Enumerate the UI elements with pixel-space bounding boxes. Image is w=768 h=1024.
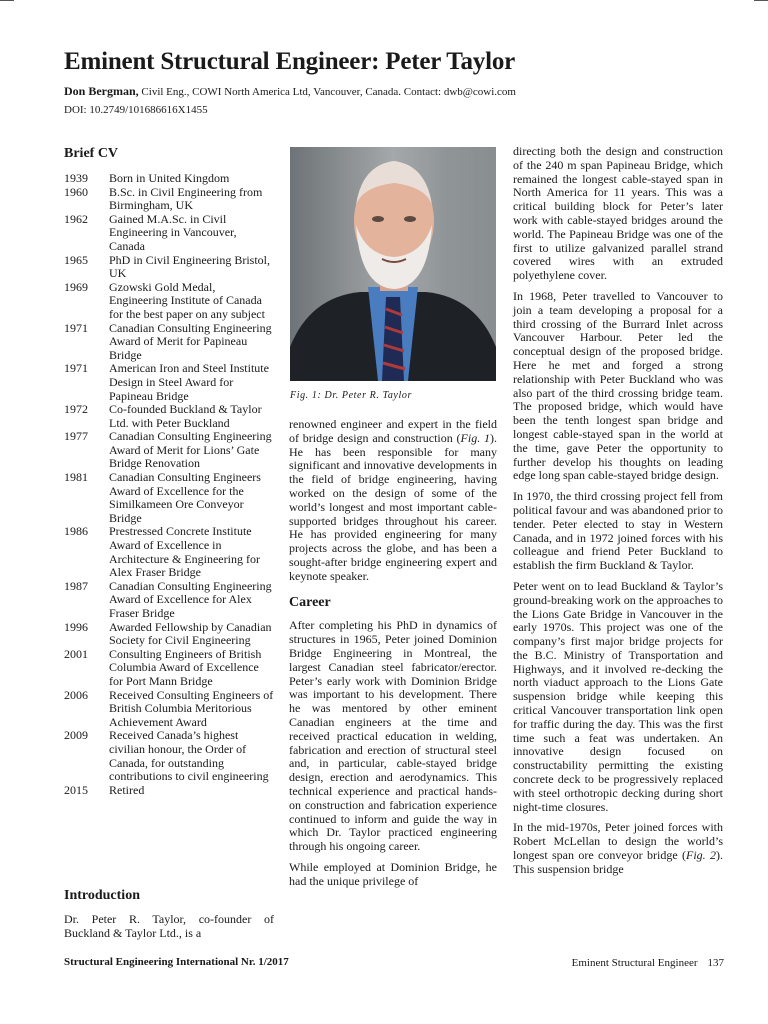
- cv-text: Consulting Engineers of British Columbia Award of Excellence for Port Mann Bridge: [109, 646, 262, 688]
- cv-entry: [64, 471, 274, 525]
- cv-text: Canadian Consulting Engineers Award of Excellence for the Similkameen Ore Conveyor Bridge: [109, 470, 261, 525]
- cv-text: Canadian Consulting Engineering Award of Excellence for Alex Fraser Bridge: [109, 578, 272, 620]
- cv-entry: [64, 403, 274, 430]
- cv-text: Retired: [109, 782, 145, 797]
- right-paragraph-5: [513, 821, 723, 876]
- cv-entry: [64, 186, 274, 213]
- portrait-illustration: [290, 147, 496, 381]
- cv-year: 2009: [64, 728, 88, 743]
- cv-text: B.Sc. in Civil Engineering from Birmingham, UK: [109, 184, 263, 213]
- cv-year: 1969: [64, 279, 88, 294]
- cv-year: 1965: [64, 252, 88, 267]
- cv-entry: [64, 213, 274, 254]
- cv-year: 1971: [64, 320, 88, 335]
- cv-text: Born in United Kingdom: [109, 171, 230, 185]
- cv-text: Canadian Consulting Engineering Award of Merit for Papineau Bridge: [109, 320, 272, 362]
- cv-text: PhD in Civil Engineering Bristol, UK: [109, 252, 270, 281]
- cv-entry: [64, 580, 274, 621]
- cv-text: Co-founded Buckland & Taylor Ltd. with Peter Buckland: [109, 402, 262, 430]
- cv-year: 1960: [64, 184, 88, 199]
- cv-entry: [64, 254, 274, 281]
- cv-entry: [64, 729, 274, 783]
- cv-year: 1971: [64, 361, 88, 376]
- cv-text: Prestressed Concrete Institute Award of Excellence in Architecture & Engineering for Alex Fraser Bridge: [109, 524, 260, 580]
- right-column: [513, 145, 723, 884]
- doi: DOI: 10.2749/101686616X1455: [64, 104, 208, 116]
- middle-p1-text-b: ). He has been responsible for many significant and innovative developments in the field of bridge engineering, having worked on the design of some of the world’s longest and most important cable-supported bridges throughout his career. He has provided engineering for many projects across the globe, and has been a sought-after bridge engineering expert and keynote speaker.: [289, 430, 497, 583]
- cv-text: Canadian Consulting Engineering Award of Merit for Lions’ Gate Bridge Renovation: [109, 429, 272, 471]
- brief-cv-heading: Brief CV: [64, 146, 119, 161]
- introduction-text: Dr. Peter R. Taylor, co-founder of Buckland & Taylor Ltd., is a: [64, 911, 274, 940]
- cv-entry: [64, 648, 274, 689]
- middle-column: [289, 418, 497, 896]
- cv-entry: [64, 784, 274, 798]
- crop-mark-right: [754, 0, 768, 1]
- cv-text: Received Consulting Engineers of British Columbia Meritorious Achievement Award: [109, 687, 274, 729]
- cv-entry: [64, 621, 274, 648]
- cv-text: Received Canada’s highest civilian honour, the Order of Canada, for outstanding contributions to civil engineering: [109, 728, 269, 784]
- cv-list: [64, 172, 274, 797]
- cv-text: Gzowski Gold Medal, Engineering Institute of Canada for the best paper on any subject: [109, 279, 265, 321]
- brief-cv: [64, 146, 274, 797]
- cv-year: 2006: [64, 687, 88, 702]
- cv-year: 1981: [64, 470, 88, 485]
- cv-year: 1972: [64, 402, 88, 417]
- cv-year: 1939: [64, 171, 88, 185]
- footer-section-title: Eminent Structural Engineer: [571, 957, 698, 969]
- cv-year: 1987: [64, 578, 88, 593]
- middle-paragraph-2: After completing his PhD in dynamics of structures in 1965, Peter joined Dominion Bridge Engineering in Montreal, the largest Canadian steel fabricator/erector. Peter’s early work with Dominion Bridge was important to his development. There he was mentored by other eminent Canadian engineers at the time and received practical education in welding, fabrication and erection of structural steel and, in particular, cable-stayed bridge design, erection and aerodynamics. This technical experience and practical hands-on construction and fabrication experience continued to inform and guide the way in which Dr. Taylor practiced engineering through his ongoing career.: [289, 618, 497, 854]
- cv-text: Gained M.A.Sc. in Civil Engineering in Vancouver, Canada: [109, 211, 237, 253]
- figure-2-reference: Fig. 2: [685, 848, 716, 863]
- author-affiliation: Civil Eng., COWI North America Ltd, Vancouver, Canada. Contact: dwb@cowi.com: [138, 86, 516, 98]
- author-line: [64, 84, 516, 99]
- right-paragraph-2: In 1968, Peter travelled to Vancouver to join a team developing a proposal for a third crossing of the Burrard Inlet across Vancouver Harbour. Peter led the conceptual design of the proposed bridge. Here he met and forged a strong relationship with Peter Buckland who was also part of the third crossing bridge team. The proposed bridge, which would have been the tenth longest span bridge and longest cable-stayed span in the world at the time, gave Peter the opportunity to further develop his thoughts on leading edge long span cable-stayed bridge design.: [513, 288, 723, 483]
- cv-year: 1986: [64, 524, 88, 539]
- right-paragraph-3: In 1970, the third crossing project fell from political favour and was abandoned prior to tender. Peter elected to stay in Western Canada, and in 1972 joined forces with his colleague and friend Peter Buckland to establish the firm Buckland & Taylor.: [513, 489, 723, 573]
- right-p5-text-b: ). This suspension bridge: [513, 848, 723, 876]
- cv-entry: [64, 322, 274, 363]
- figure-caption: Fig. 1: Dr. Peter R. Taylor: [290, 390, 412, 401]
- introduction-section: [64, 889, 274, 940]
- footer-section: [562, 957, 724, 969]
- cv-year: 1996: [64, 619, 88, 634]
- right-paragraph-1: directing both the design and construction of the 240 m span Papineau Bridge, which remained the longest cable-stayed span in North America for 11 years. This was a critical building block for Peter’s later work with cable-stayed bridges around the world. The Papineau Bridge was one of the first to utilize galvanized parallel strand covered wires with an extruded polyethylene cover.: [513, 144, 723, 283]
- cv-entry: [64, 430, 274, 471]
- cv-text: Awarded Fellowship by Canadian Society for Civil Engineering: [109, 619, 272, 648]
- right-p5-text-a: In the mid-1970s, Peter joined forces with Robert McLellan to design the world’s longest span ore conveyor bridge (: [513, 820, 723, 863]
- cv-year: 2015: [64, 782, 88, 797]
- cv-year: 2001: [64, 646, 88, 661]
- career-heading: Career: [289, 594, 331, 610]
- cv-entry: [64, 362, 274, 403]
- cv-entry: [64, 689, 274, 730]
- cv-year: 1962: [64, 211, 88, 226]
- page-number: 137: [707, 957, 724, 969]
- crop-mark-left: [0, 0, 14, 1]
- cv-year: 1977: [64, 429, 88, 444]
- introduction-heading: Introduction: [64, 888, 140, 903]
- cv-entry: [64, 172, 274, 186]
- author-name: Don Bergman,: [64, 84, 139, 98]
- middle-p1-text-a: renowned engineer and expert in the field of bridge design and construction (: [289, 417, 497, 445]
- right-paragraph-4: Peter went on to lead Buckland & Taylor’s ground-breaking work on the approaches to the Lions Gate Bridge in Vancouver in the early 1970s. This project was one of the company’s first major bridge projects for the B.C. Ministry of Transportation and Highways, and it involved re-decking the north viaduct approach to the Lions Gate suspension bridge while keeping this critical Vancouver transportation link open for traffic during the day. This was the first time such a feat was undertaken. An innovative design focused on constructability permitting the existing concrete deck to be progressively replaced with steel orthotropic decking during short night-time closures.: [513, 578, 723, 814]
- cv-text: American Iron and Steel Institute Design in Steel Award for Papineau Bridge: [109, 361, 269, 403]
- figure-1-reference: Fig. 1: [460, 430, 490, 445]
- middle-paragraph-3: While employed at Dominion Bridge, he had the unique privilege of: [289, 859, 497, 888]
- portrait-photo: [290, 147, 496, 381]
- middle-paragraph-1: [289, 418, 497, 584]
- cv-entry: [64, 525, 274, 579]
- cv-entry: [64, 281, 274, 322]
- footer-journal: Structural Engineering International Nr. 1/2017: [64, 956, 289, 968]
- article-title: Eminent Structural Engineer: Peter Taylor: [64, 48, 516, 75]
